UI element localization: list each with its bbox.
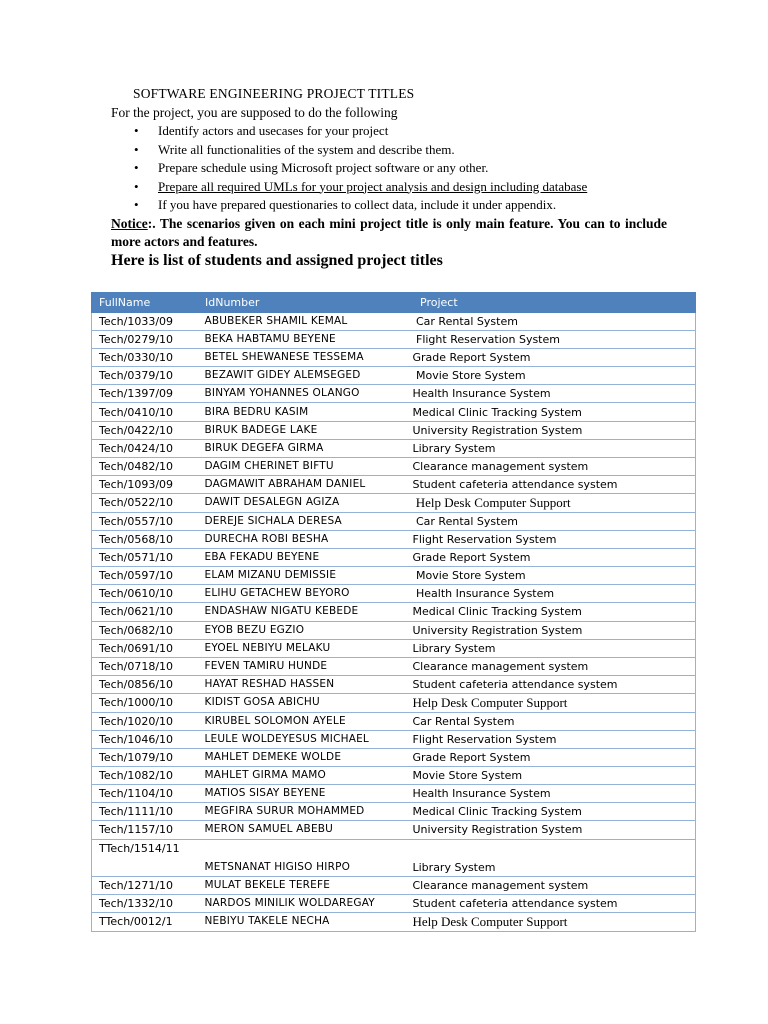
table-row — [92, 803, 696, 821]
cell-project: Grade Report System — [413, 549, 696, 567]
cell-project: Help Desk Computer Support — [413, 493, 696, 512]
cell-fullname: Tech/0279/10 — [92, 331, 198, 349]
notice-paragraph — [111, 215, 667, 250]
cell-project: Clearance management system — [413, 876, 696, 894]
cell-idnumber: KIRUBEL SOLOMON AYELE — [198, 712, 413, 730]
table-row — [92, 439, 696, 457]
table-row — [92, 785, 696, 803]
cell-fullname: Tech/0482/10 — [92, 457, 198, 475]
table-row — [92, 385, 696, 403]
document-title: SOFTWARE ENGINEERING PROJECT TITLES — [133, 86, 415, 101]
cell-idnumber: MATIOS SISAY BEYENE — [198, 785, 413, 803]
cell-fullname: Tech/1093/09 — [92, 475, 198, 493]
cell-project: Movie Store System — [413, 367, 696, 385]
cell-idnumber: NEBIYU TAKELE NECHA — [198, 912, 413, 931]
table-row — [92, 531, 696, 549]
cell-fullname: Tech/0621/10 — [92, 603, 198, 621]
cell-fullname: Tech/0522/10 — [92, 493, 198, 512]
cell-idnumber: BETEL SHEWANESE TESSEMA — [198, 349, 413, 367]
cell-fullname: Tech/1082/10 — [92, 767, 198, 785]
instruction-item: • Write all functionalities of the system and describe them. — [134, 141, 674, 160]
cell-idnumber: MERON SAMUEL ABEBU — [198, 821, 413, 839]
cell-idnumber: MULAT BEKELE TEREFE — [198, 876, 413, 894]
cell-idnumber: MAHLET GIRMA MAMO — [198, 767, 413, 785]
cell-project: University Registration System — [413, 421, 696, 439]
table-row — [92, 421, 696, 439]
cell-project: University Registration System — [413, 621, 696, 639]
cell-fullname: Tech/0718/10 — [92, 657, 198, 675]
cell-fullname: Tech/1020/10 — [92, 712, 198, 730]
cell-idnumber: EBA FEKADU BEYENE — [198, 549, 413, 567]
cell-project: Car Rental System — [413, 712, 696, 730]
cell-project: University Registration System — [413, 821, 696, 839]
cell-fullname: Tech/0330/10 — [92, 349, 198, 367]
cell-idnumber: METSNANAT HIGISO HIRPO — [198, 839, 413, 876]
cell-fullname: Tech/1271/10 — [92, 876, 198, 894]
cell-idnumber: BIRUK DEGEFA GIRMA — [198, 439, 413, 457]
table-row — [92, 821, 696, 839]
cell-idnumber: ABUBEKER SHAMIL KEMAL — [198, 313, 413, 331]
cell-idnumber: BEZAWIT GIDEY ALEMSEGED — [198, 367, 413, 385]
table-row — [92, 712, 696, 730]
column-header-project: Project — [413, 293, 696, 313]
cell-project: Student cafeteria attendance system — [413, 475, 696, 493]
cell-idnumber: ELIHU GETACHEW BEYORO — [198, 585, 413, 603]
cell-idnumber: DAGIM CHERINET BIFTU — [198, 457, 413, 475]
cell-fullname: Tech/1157/10 — [92, 821, 198, 839]
table-row — [92, 767, 696, 785]
table-row — [92, 730, 696, 748]
table-row — [92, 639, 696, 657]
instruction-item: • Prepare all required UMLs for your project analysis and design including database — [134, 178, 674, 197]
cell-idnumber: HAYAT RESHAD HASSEN — [198, 675, 413, 693]
cell-fullname: Tech/1111/10 — [92, 803, 198, 821]
cell-project: Car Rental System — [413, 313, 696, 331]
cell-project: Movie Store System — [413, 767, 696, 785]
cell-fullname: TTech/1514/11 — [92, 839, 198, 876]
table-header-row — [92, 293, 696, 313]
cell-project: Medical Clinic Tracking System — [413, 803, 696, 821]
table-row — [92, 367, 696, 385]
cell-fullname: Tech/0597/10 — [92, 567, 198, 585]
cell-idnumber: EYOEL NEBIYU MELAKU — [198, 639, 413, 657]
table-row — [92, 549, 696, 567]
column-header-fullname: FullName — [92, 293, 198, 313]
cell-fullname: Tech/1046/10 — [92, 730, 198, 748]
cell-project: Clearance management system — [413, 657, 696, 675]
cell-idnumber: DEREJE SICHALA DERESA — [198, 512, 413, 530]
cell-project: Student cafeteria attendance system — [413, 675, 696, 693]
cell-idnumber: DURECHA ROBI BESHA — [198, 531, 413, 549]
cell-fullname: Tech/0557/10 — [92, 512, 198, 530]
cell-project: Library System — [413, 839, 696, 876]
table-row — [92, 912, 696, 931]
instruction-item: • If you have prepared questionaries to collect data, include it under appendix. — [134, 196, 674, 215]
instruction-list — [134, 122, 674, 215]
cell-idnumber: LEULE WOLDEYESUS MICHAEL — [198, 730, 413, 748]
table-row — [92, 876, 696, 894]
instruction-item: • Identify actors and usecases for your project — [134, 122, 674, 141]
table-row — [92, 749, 696, 767]
cell-project: Car Rental System — [413, 512, 696, 530]
cell-project: Medical Clinic Tracking System — [413, 403, 696, 421]
notice-label: Notice — [111, 216, 148, 231]
table-row — [92, 603, 696, 621]
cell-idnumber: BINYAM YOHANNES OLANGO — [198, 385, 413, 403]
cell-fullname: Tech/1332/10 — [92, 894, 198, 912]
cell-fullname: Tech/0410/10 — [92, 403, 198, 421]
cell-fullname: Tech/1079/10 — [92, 749, 198, 767]
cell-fullname: Tech/0691/10 — [92, 639, 198, 657]
cell-fullname: Tech/0379/10 — [92, 367, 198, 385]
cell-idnumber: FEVEN TAMIRU HUNDE — [198, 657, 413, 675]
table-row — [92, 493, 696, 512]
table-row — [92, 567, 696, 585]
cell-fullname: TTech/0012/1 — [92, 912, 198, 931]
table-row — [92, 313, 696, 331]
cell-idnumber: BEKA HABTAMU BEYENE — [198, 331, 413, 349]
table-row — [92, 894, 696, 912]
cell-project: Movie Store System — [413, 567, 696, 585]
table-row — [92, 349, 696, 367]
list-heading: Here is list of students and assigned project titles — [111, 252, 443, 269]
intro-text: For the project, you are supposed to do the following — [111, 105, 398, 120]
table-row — [92, 621, 696, 639]
instruction-item: • Prepare schedule using Microsoft project software or any other. — [134, 159, 674, 178]
cell-idnumber: BIRUK BADEGE LAKE — [198, 421, 413, 439]
cell-project: Library System — [413, 439, 696, 457]
cell-idnumber: DAWIT DESALEGN AGIZA — [198, 493, 413, 512]
cell-idnumber: MAHLET DEMEKE WOLDE — [198, 749, 413, 767]
cell-project: Health Insurance System — [413, 585, 696, 603]
cell-idnumber: BIRA BEDRU KASIM — [198, 403, 413, 421]
table-row — [92, 585, 696, 603]
cell-fullname: Tech/1033/09 — [92, 313, 198, 331]
cell-idnumber: DAGMAWIT ABRAHAM DANIEL — [198, 475, 413, 493]
cell-project: Flight Reservation System — [413, 730, 696, 748]
table-body — [92, 313, 696, 932]
cell-project: Clearance management system — [413, 457, 696, 475]
cell-idnumber: EYOB BEZU EGZIO — [198, 621, 413, 639]
cell-idnumber: NARDOS MINILIK WOLDAREGAY — [198, 894, 413, 912]
cell-project: Health Insurance System — [413, 785, 696, 803]
cell-fullname: Tech/0682/10 — [92, 621, 198, 639]
cell-project: Flight Reservation System — [413, 531, 696, 549]
cell-fullname: Tech/1000/10 — [92, 693, 198, 712]
table-row — [92, 512, 696, 530]
table-row — [92, 331, 696, 349]
cell-project: Library System — [413, 639, 696, 657]
cell-fullname: Tech/1104/10 — [92, 785, 198, 803]
cell-project: Grade Report System — [413, 349, 696, 367]
cell-fullname: Tech/0568/10 — [92, 531, 198, 549]
notice-text: :. The scenarios given on each mini project title is only main feature. You can to include more actors and features. — [111, 216, 667, 249]
cell-project: Student cafeteria attendance system — [413, 894, 696, 912]
cell-fullname: Tech/0424/10 — [92, 439, 198, 457]
table-row — [92, 675, 696, 693]
table-row — [92, 475, 696, 493]
cell-project: Help Desk Computer Support — [413, 693, 696, 712]
table-row — [92, 457, 696, 475]
cell-idnumber: KIDIST GOSA ABICHU — [198, 693, 413, 712]
cell-project: Medical Clinic Tracking System — [413, 603, 696, 621]
cell-project: Health Insurance System — [413, 385, 696, 403]
cell-project: Grade Report System — [413, 749, 696, 767]
cell-fullname: Tech/0422/10 — [92, 421, 198, 439]
table-row — [92, 657, 696, 675]
cell-idnumber: ELAM MIZANU DEMISSIE — [198, 567, 413, 585]
cell-project: Flight Reservation System — [413, 331, 696, 349]
table-row — [92, 403, 696, 421]
cell-idnumber: ENDASHAW NIGATU KEBEDE — [198, 603, 413, 621]
cell-fullname: Tech/0610/10 — [92, 585, 198, 603]
column-header-idnumber: IdNumber — [198, 293, 413, 313]
table-row — [92, 693, 696, 712]
table-row — [92, 839, 696, 876]
cell-fullname: Tech/1397/09 — [92, 385, 198, 403]
cell-project: Help Desk Computer Support — [413, 912, 696, 931]
cell-fullname: Tech/0856/10 — [92, 675, 198, 693]
cell-idnumber: MEGFIRA SURUR MOHAMMED — [198, 803, 413, 821]
cell-fullname: Tech/0571/10 — [92, 549, 198, 567]
student-project-table — [91, 292, 696, 932]
